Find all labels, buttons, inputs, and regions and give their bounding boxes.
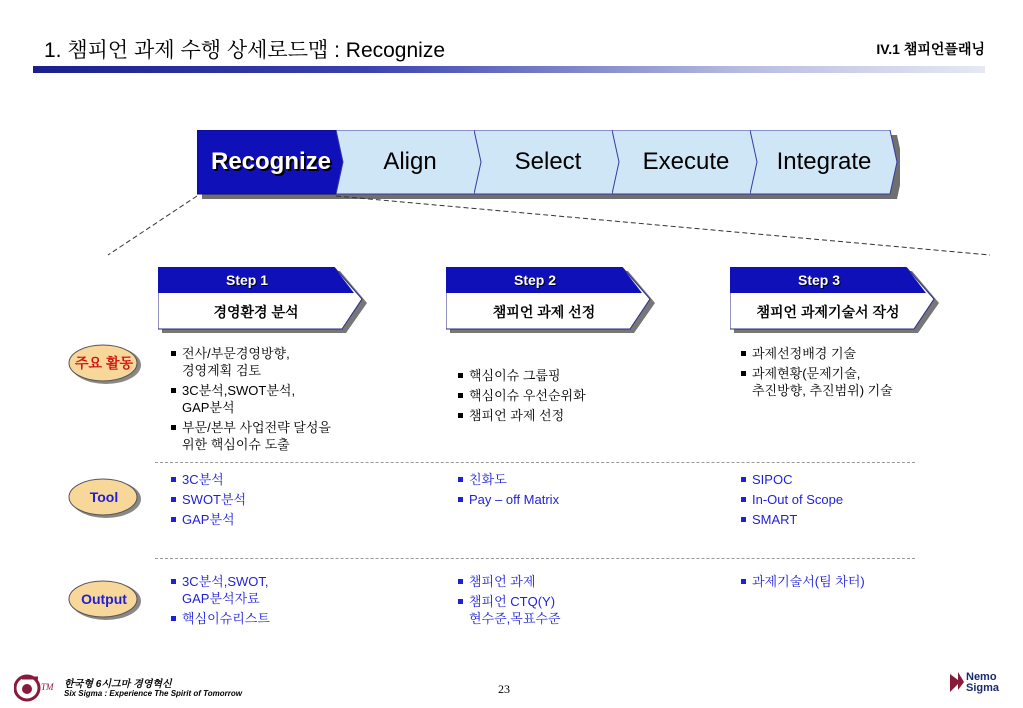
- list-item: 과제현황(문제기술, 추진방향, 추진범위) 기술: [740, 365, 960, 399]
- process-step-label: Execute: [642, 148, 730, 175]
- row-label-text: 주요 활동: [75, 355, 133, 371]
- list-item: 친화도: [457, 471, 657, 488]
- list-item: Pay – off Matrix: [457, 491, 657, 508]
- page-title: 1. 챔피언 과제 수행 상세로드맵 : Recognize: [44, 39, 446, 62]
- nemo-sigma-logo-icon: [948, 670, 968, 698]
- row-divider: [155, 558, 915, 559]
- row-label-output: [68, 579, 140, 621]
- process-step-label: Integrate: [776, 148, 872, 175]
- footer-tagline: Six Sigma : Experience The Spirit of Tomorrow: [64, 689, 242, 698]
- row-label-tool: [68, 477, 140, 519]
- step-title: 챔피언 과제 선정: [492, 304, 596, 320]
- step-title: 경영환경 분석: [213, 304, 299, 320]
- output-col3: [740, 573, 940, 593]
- list-item: 3C분석,SWOT분석, GAP분석: [170, 382, 370, 416]
- output-col1: [170, 573, 370, 630]
- tool-col2: [457, 471, 657, 511]
- row-label-activities: [68, 343, 140, 385]
- row-label-text: Output: [81, 591, 127, 607]
- output-col2: [457, 573, 657, 630]
- step-label: Step 1: [225, 272, 268, 288]
- list-item: GAP분석: [170, 511, 370, 528]
- list-item: 과제선정배경 기술: [740, 345, 960, 362]
- list-item: 과제기술서(팀 차터): [740, 573, 940, 590]
- page-number: 23: [498, 682, 510, 696]
- step-2-box: [446, 267, 652, 333]
- logo-text-line: Sigma: [966, 682, 1000, 694]
- list-item: 부문/본부 사업전략 달성을 위한 핵심이슈 도출: [170, 419, 370, 453]
- logo-text-line: Nemo: [966, 671, 997, 683]
- process-step-label: Select: [514, 148, 582, 175]
- footer-org: 한국형 6시그마 경영혁신: [64, 679, 172, 690]
- process-step-label: Align: [383, 148, 437, 175]
- list-item: 전사/부문경영방향, 경영계획 검토: [170, 345, 370, 379]
- activities-col1: [170, 345, 370, 456]
- list-item: 챔피언 CTQ(Y) 현수준,목표수준: [457, 593, 657, 627]
- step-label: Step 2: [513, 272, 556, 288]
- activities-col3: [740, 345, 960, 402]
- list-item: SMART: [740, 511, 940, 528]
- list-item: SIPOC: [740, 471, 940, 488]
- list-item: 핵심이슈리스트: [170, 610, 370, 627]
- activities-col2: [457, 367, 657, 427]
- list-item: 3C분석: [170, 471, 370, 488]
- nemo-sigma-logo-text: [966, 672, 999, 694]
- tool-col1: [170, 471, 370, 531]
- list-item: In-Out of Scope: [740, 491, 940, 508]
- list-item: 챔피언 과제 선정: [457, 407, 657, 424]
- section-label: IV.1 챔피언플래닝: [876, 41, 985, 57]
- step-label: Step 3: [797, 272, 840, 288]
- row-label-text: Tool: [89, 489, 119, 505]
- list-item: 핵심이슈 그룹핑: [457, 367, 657, 384]
- six-sigma-logo-icon: [14, 672, 54, 704]
- list-item: 3C분석,SWOT, GAP분석자료: [170, 573, 370, 607]
- list-item: SWOT분석: [170, 491, 370, 508]
- row-divider: [155, 462, 915, 463]
- svg-text:TM: TM: [41, 682, 54, 692]
- step-title: 챔피언 과제기술서 작성: [756, 304, 900, 320]
- tool-col3: [740, 471, 940, 531]
- step-1-box: [158, 267, 364, 333]
- step-3-box: [730, 267, 936, 333]
- process-step-label: Recognize: [210, 148, 332, 175]
- list-item: 핵심이슈 우선순위화: [457, 387, 657, 404]
- list-item: 챔피언 과제: [457, 573, 657, 590]
